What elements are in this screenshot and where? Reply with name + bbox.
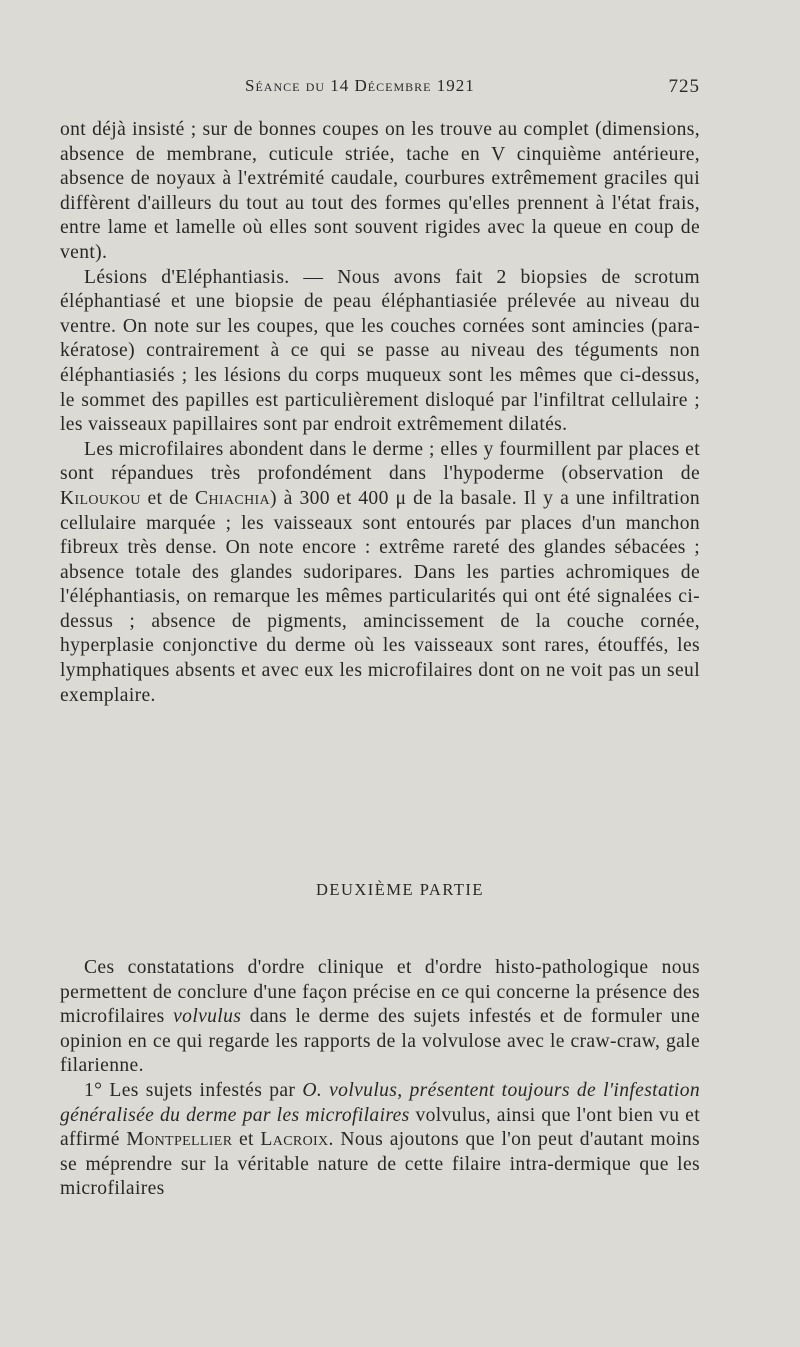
- author-name: Kiloukou: [60, 487, 141, 509]
- text-run: Les microfilaires abondent dans le derme ; elles y fourmillent par places et sont répandues très profondément dans l'hypoderme (observation de: [60, 438, 700, 485]
- italic-text: volvulus: [173, 1006, 242, 1028]
- text-run: 1° Les sujets infestés par: [84, 1079, 303, 1101]
- paragraph: [60, 438, 700, 709]
- paragraph: Lésions d'Eléphantiasis. — Nous avons fait 2 biopsies de scrotum éléphantiasé et une biopsie de peau éléphantiasiée prélevée au niveau du ventre. On note sur les coupes, que les couches cornées sont amincies (para-kératose) contrairement à ce qui se passe au niveau des téguments non éléphantiasiés ; les lésions du corps muqueux sont les mêmes que ci-dessus, le sommet des papilles est particulièrement disloqué par l'infiltrat cellulaire ; les vaisseaux papillaires sont par endroit extrêmement dilatés.: [60, 266, 700, 436]
- section-one-text: [60, 118, 700, 708]
- text-run: et de: [140, 487, 196, 509]
- author-name: Chiachia: [195, 487, 271, 509]
- author-name: Lacroix: [260, 1129, 329, 1151]
- author-name: Montpellier: [126, 1129, 233, 1151]
- text-run: Ces constatations d'ordre clinique et d'ordre histo-pathologique nous permettent de conclure d'une façon précise en ce qui concerne la présence des microfilaires: [60, 957, 700, 1028]
- text-run: . Nous ajoutons que l'on peut d'autant moins se méprendre sur la véritable nature de cette filaire intra-dermique que les microfilaires: [60, 1129, 700, 1200]
- section-two-text: [60, 956, 700, 1202]
- page-number: 725: [668, 76, 700, 97]
- text-run: dans le derme des sujets infestés et de formuler une opinion en ce qui regarde les rapports de la volvulose avec le craw-craw, gale filarienne.: [60, 1006, 701, 1077]
- running-title: Séance du 14 Décembre 1921: [245, 76, 475, 95]
- paragraph: [60, 956, 700, 1079]
- paragraph: [60, 1079, 700, 1202]
- text-run: volvulus, ainsi que l'ont bien vu et affirmé: [60, 1104, 700, 1151]
- running-header: [60, 76, 700, 100]
- paragraph: ont déjà insisté ; sur de bonnes coupes on les trouve au complet (dimensions, absence de membrane, cuticule striée, tache en V cinquième antérieure, absence de noyaux à l'extrémité caudale, courbures extrêmement graciles qui diffèrent d'ailleurs du tout au tout des formes qu'elles prennent à l'état frais, entre lame et lamelle où elles sont souvent rigides avec la queue en coup de vent).: [60, 119, 700, 263]
- text-run: et: [232, 1129, 261, 1151]
- italic-text: O. volvulus, présentent toujours de l'infestation généralisée du derme par les microfilaires: [60, 1079, 700, 1126]
- text-run: ) à 300 et 400 μ de la basale. Il y a une infiltration cellulaire marquée ; les vaisseaux sont entourés par places d'un manchon fibreux très dense. On note encore : extrême rareté des glandes sébacées ; absence totale des glandes sudoripares. Dans les parties achromiques de l'éléphantiasis, on remarque les mêmes particularités qui ont été signalées ci-dessus ; absence de pigments, amincissement de la couche cornée, hyperplasie conjonctive du derme où les vaisseaux sont rares, étouffés, les lymphatiques absents et avec eux les microfilaires dont on ne voit pas un seul exemplaire.: [60, 487, 700, 706]
- section-heading: DEUXIÈME PARTIE: [315, 880, 485, 899]
